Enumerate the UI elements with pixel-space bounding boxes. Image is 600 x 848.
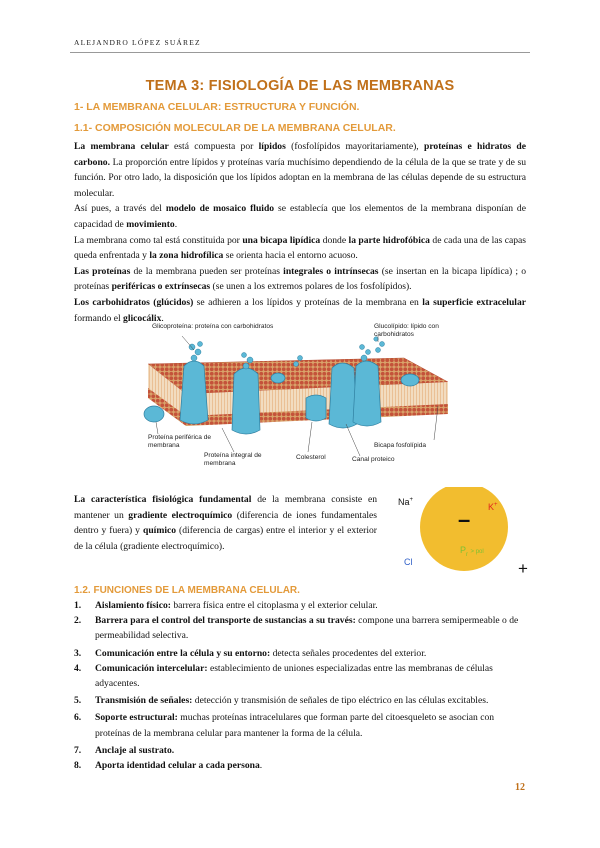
bold-term: Los carbohidratos (glúcidos) <box>74 296 194 308</box>
item-number: 5. <box>74 695 82 707</box>
text-run: . <box>174 218 178 230</box>
list-item <box>74 710 526 740</box>
sodium-symbol: Na <box>398 497 410 507</box>
item-text: detecta señales procedentes del exterior. <box>270 647 427 659</box>
item-number: 3. <box>74 647 82 659</box>
bold-term: la parte hidrofóbica <box>348 234 430 246</box>
list-item <box>74 743 526 758</box>
bold-term: La característica fisiológica fundamental <box>74 494 252 505</box>
header-author: ALEJANDRO LÓPEZ SUÁREZ <box>74 38 201 47</box>
list-item <box>74 613 526 643</box>
bold-term: una bicapa lipídica <box>242 234 321 246</box>
item-number: 8. <box>74 760 82 772</box>
positive-charge-symbol: + <box>518 559 528 578</box>
bold-term: modelo de mosaico fluido <box>165 203 275 215</box>
subsection-heading: 1.1- COMPOSICIÓN MOLECULAR DE LA MEMBRANA CELULAR. <box>74 122 396 134</box>
text-run: se establecía que los elementos de la membrana disponían de capacidad de <box>74 203 526 230</box>
text-run: (diferencia de iones fundamentales dentro y fuera) y <box>74 509 377 537</box>
item-text: detección y transmisión de señales de tipo eléctrico en las células excitables. <box>192 695 489 707</box>
functions-list <box>74 598 526 773</box>
negative-charge-symbol: – <box>458 507 471 532</box>
protein-suffix: > pol <box>470 549 484 555</box>
item-text: muchas proteínas intracelulares que forman parte del citoesqueleto se asocian con proteínas de la membrana celular para mantener la forma de la célula. <box>95 712 495 739</box>
label-integral-protein: Proteína integral de membrana <box>204 452 262 467</box>
paragraph-fluid-mosaic <box>74 201 526 232</box>
paragraph-bilayer <box>74 233 526 264</box>
paragraph-composition <box>74 139 526 201</box>
bold-term: Las proteínas <box>74 265 131 277</box>
item-term: Barrera para el control del transporte de sustancias a su través: <box>95 615 356 627</box>
item-text: . <box>259 760 263 772</box>
item-term: Comunicación entre la célula y su entorno: <box>95 647 271 659</box>
item-term: Aislamiento físico: <box>95 600 171 611</box>
bold-term: gradiente electroquímico <box>128 509 233 521</box>
bold-term: lípidos <box>258 141 286 152</box>
label-peripheral-protein: Proteína periférica de membrana <box>148 434 212 449</box>
bold-term: la superficie extracelular <box>422 296 526 308</box>
bold-term: proteínas e hidratos de carbono. <box>74 141 527 168</box>
text-run: donde <box>320 234 349 246</box>
cell-gradient-diagram <box>396 487 532 583</box>
item-number: 2. <box>74 615 82 627</box>
label-bilayer: Bicapa fosfolípida <box>374 442 427 449</box>
label-protein-channel: Canal proteico <box>352 456 395 463</box>
text-run: se orienta hacia el entorno acuoso. <box>223 250 358 262</box>
list-item <box>74 661 526 691</box>
gradient-paragraph <box>74 492 377 554</box>
label-glycoprotein: Glicoproteína: proteína con carbohidratos <box>152 323 274 330</box>
page-title: TEMA 3: FISIOLOGÍA DE LAS MEMBRANAS <box>145 78 455 94</box>
text-run: de la membrana pueden ser proteínas <box>130 265 284 277</box>
text-run: de la membrana consiste en mantener un <box>74 494 378 521</box>
text-run: Así pues, a través del <box>74 203 166 215</box>
text-run: (se unen a los extremos polares de los fosfolípidos). <box>210 281 412 293</box>
item-number: 4. <box>74 662 82 674</box>
item-text: establecimiento de uniones especializadas entre las membranas de células adyacentes. <box>95 662 493 690</box>
item-text: compone una barrera semipermeable o de permeabilidad selectiva. <box>95 615 519 642</box>
functions-heading: 1.2. FUNCIONES DE LA MEMBRANA CELULAR. <box>74 585 300 596</box>
membrane-illustration <box>142 322 458 470</box>
list-item <box>74 646 526 661</box>
potassium-charge: + <box>494 502 498 508</box>
protein-symbol: P <box>460 545 467 555</box>
bold-term: la zona hidrofílica <box>149 250 224 262</box>
potassium-symbol: K <box>488 502 495 512</box>
label-protein-anion <box>460 545 484 558</box>
item-term: Anclaje al sustrato. <box>95 744 175 756</box>
bold-term: periféricas o extrínsecas <box>111 281 211 293</box>
list-item <box>74 758 526 773</box>
item-term: Soporte estructural: <box>95 712 178 724</box>
bold-term: movimiento <box>126 218 175 230</box>
item-text: barrera física entre el citoplasma y el exterior celular. <box>170 600 378 611</box>
text-run: (se insertan en la bicapa lipídica) ; o proteínas <box>74 265 527 293</box>
item-number: 6. <box>74 712 82 724</box>
paragraph-proteins <box>74 264 526 295</box>
list-item <box>74 693 526 708</box>
text-run: La proporción entre lípidos y proteínas varía muchísimo dependiendo de la célula de la que se trate y de su función. Por otro lado, la disposición que los lípidos adoptan en la membrana de las células depende de su estructura molecular. <box>74 156 526 199</box>
section-heading: 1- LA MEMBRANA CELULAR: ESTRUCTURA Y FUNCIÓN. <box>74 101 360 113</box>
page-number: 12 <box>515 782 525 793</box>
bold-term: químico <box>142 525 177 537</box>
list-item <box>74 598 526 613</box>
text-run: de cada una de las capas queda enfrentada y <box>74 234 527 262</box>
composition-text <box>74 139 526 326</box>
label-cholesterol: Colesterol <box>296 454 326 461</box>
item-term: Comunicación intercelular: <box>95 662 208 674</box>
item-term: Aporta identidad celular a cada persona <box>95 760 260 772</box>
protein-subscript: r <box>466 551 469 558</box>
cell-circle-svg <box>396 487 532 583</box>
label-potassium <box>488 502 498 512</box>
bold-term: integrales o intrínsecas <box>283 265 379 277</box>
sodium-charge: + <box>409 497 414 503</box>
label-chloride: Cl <box>404 557 413 567</box>
text-run: formando el <box>74 312 124 324</box>
text-run: (diferencia de cargas) entre el interior y el exterior de la célula (gradiente electroquímico). <box>74 525 377 552</box>
header-rule <box>70 52 530 53</box>
label-glycolipid: Glucolípido: lípido con carbohidratos <box>374 323 439 338</box>
bold-term: glicocálix <box>123 312 162 324</box>
text-run: se adhieren a los lípidos y proteínas de la membrana en <box>193 296 423 308</box>
text-run: . <box>161 312 164 324</box>
bold-term: La membrana celular <box>74 141 169 152</box>
item-number: 1. <box>74 600 82 611</box>
text-run: (fosfolípidos mayoritariamente), <box>285 141 424 152</box>
item-term: Transmisión de señales: <box>95 695 193 707</box>
text-run: La membrana como tal está constituida por <box>74 234 243 246</box>
label-sodium <box>398 497 413 507</box>
text-run: está compuesta por <box>168 141 259 152</box>
item-number: 7. <box>74 744 82 756</box>
